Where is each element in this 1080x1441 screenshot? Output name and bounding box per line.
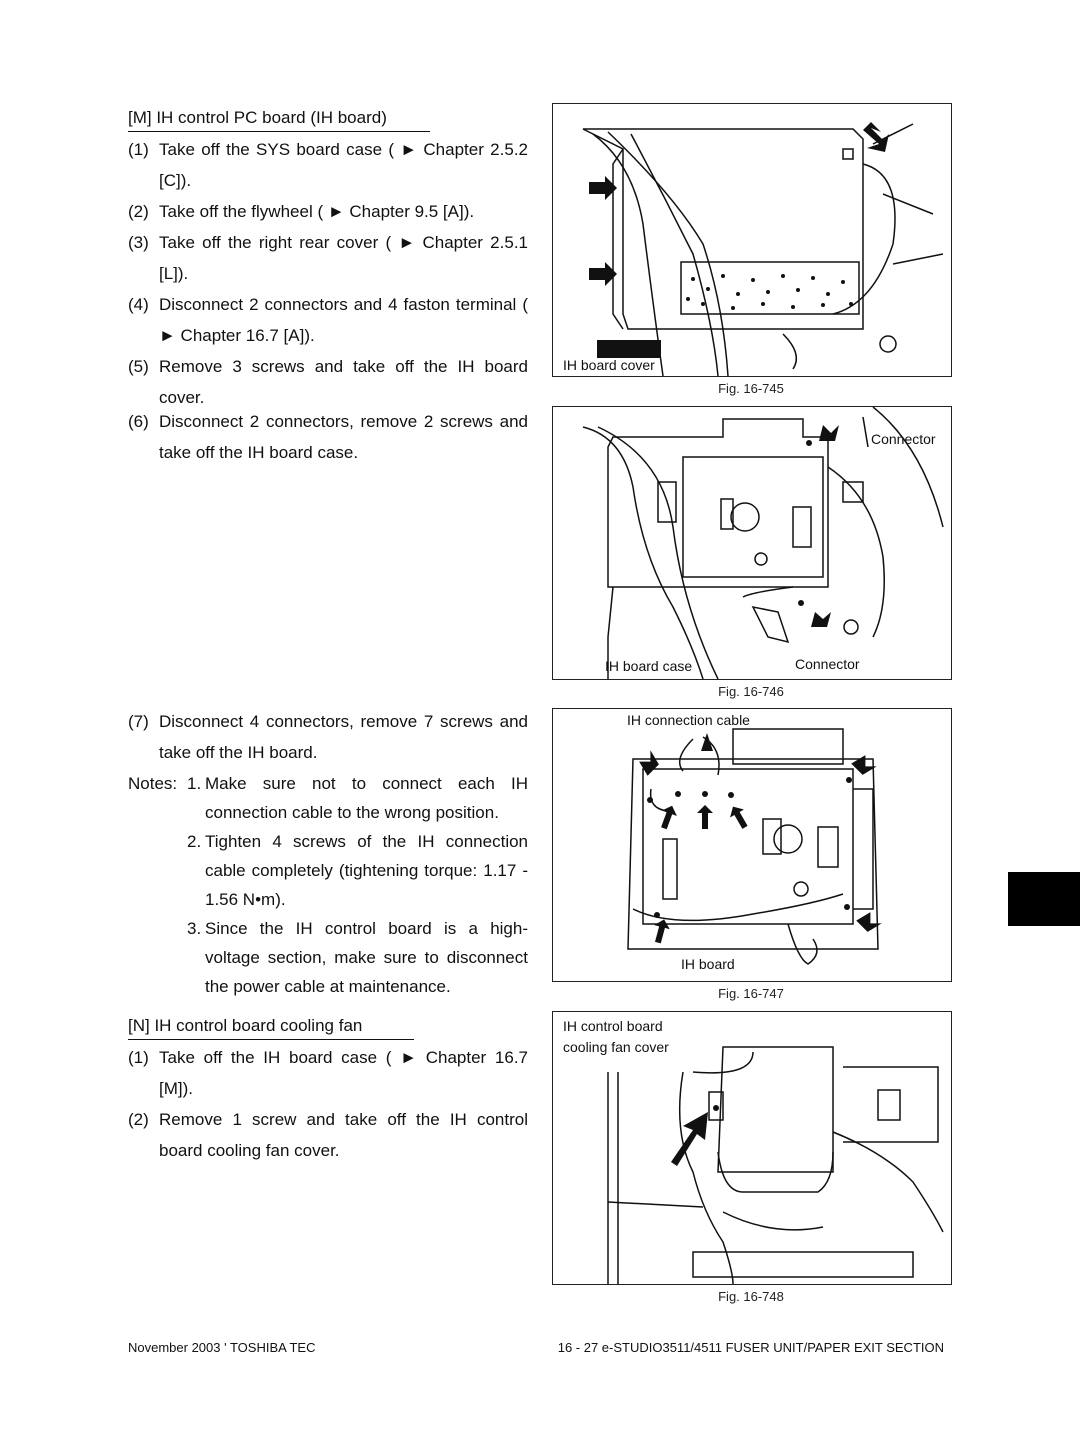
label-connector-bottom: Connector [795, 656, 860, 672]
step-m-7: (7) Disconnect 4 connectors, remove 7 screws and take off the IH board. [128, 712, 528, 762]
ih-board-cover-illustration [553, 104, 951, 376]
caption-fig-745: Fig. 16-745 [718, 381, 784, 396]
caption-fig-746: Fig. 16-746 [718, 684, 784, 699]
figure-745 [552, 103, 952, 377]
note-2: 2. Tighten 4 screws of the IH connection cable completely (tightening torque: 1.17 - 1.56 N•m). [187, 832, 528, 909]
note-3: 3. Since the IH control board is a high-voltage section, make sure to disconnect the power cable at maintenance. [187, 919, 528, 996]
step-m-6: (6) Disconnect 2 connectors, remove 2 screws and take off the IH board case. [128, 412, 528, 462]
footer-left: November 2003 ' TOSHIBA TEC [128, 1340, 316, 1355]
label-fan-cover-line-2: cooling fan cover [563, 1039, 669, 1055]
caption-fig-748: Fig. 16-748 [718, 1289, 784, 1304]
step-m-2: (2) Take off the flywheel ( ► Chapter 9.5 [A]). [128, 202, 475, 221]
step-m-4: (4) Disconnect 2 connectors and 4 faston terminal ( ► Chapter 16.7 [A]). [128, 295, 528, 345]
note-1: 1. Make sure not to connect each IH connection cable to the wrong position. [187, 774, 528, 822]
label-fan-cover-line-1: IH control board [563, 1018, 663, 1034]
figure-746 [552, 406, 952, 680]
label-connector-top: Connector [871, 431, 936, 447]
ih-board-illustration [553, 709, 951, 981]
caption-fig-747: Fig. 16-747 [718, 986, 784, 1001]
label-ih-connection-cable: IH connection cable [627, 712, 750, 728]
ih-board-case-illustration [553, 407, 951, 679]
notes-block: Notes: 1. Make sure not to connect each IH connection cable to the wrong position. 2. Tighten 4 screws of the IH connection cable completely (tightening torque: 1.17 - 1.56 N•m). 3. Since the IH control board is a high-voltage section, make sure to disconnect the power cable at maintenance. [128, 769, 528, 1001]
section-heading-n: [N] IH control board cooling fan [128, 1016, 362, 1036]
label-ih-board-case: IH board case [605, 658, 693, 674]
footer-right: 16 - 27 e-STUDIO3511/4511 FUSER UNIT/PAPER EXIT SECTION [557, 1340, 944, 1355]
figure-748 [552, 1011, 952, 1285]
label-ih-board: IH board [681, 956, 735, 972]
figure-747 [552, 708, 952, 982]
label-ih-board-cover: IH board cover [563, 357, 655, 373]
step-m-5: (5) Remove 3 screws and take off the IH board cover. [128, 357, 528, 407]
step-m-3: (3) Take off the right rear cover ( ► Chapter 2.5.1 [L]). [128, 233, 528, 283]
step-n-2: (2) Remove 1 screw and take off the IH control board cooling fan cover. [128, 1110, 528, 1160]
chapter-side-tab [1008, 872, 1080, 926]
step-m-1: (1) Take off the SYS board case ( ► Chapter 2.5.2 [C]). [128, 140, 528, 190]
section-heading-m: [M] IH control PC board (IH board) [128, 108, 387, 128]
step-n-1: (1) Take off the IH board case ( ► Chapter 16.7 [M]). [128, 1048, 528, 1098]
